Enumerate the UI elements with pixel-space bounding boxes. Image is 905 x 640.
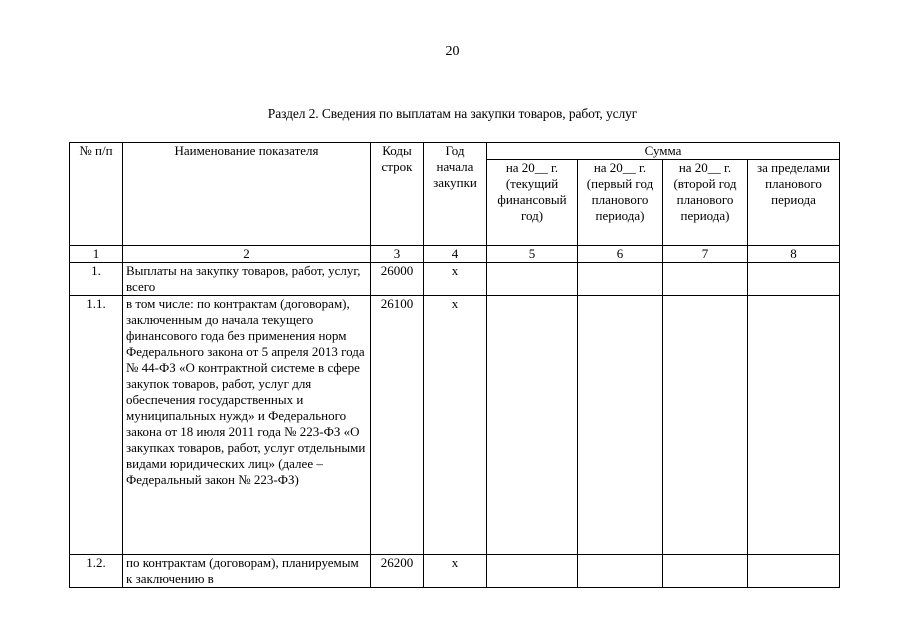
row-sum-cell xyxy=(578,263,663,296)
column-number: 6 xyxy=(578,246,663,263)
row-code: 26000 xyxy=(371,263,424,296)
row-sum-cell xyxy=(578,555,663,588)
column-number: 5 xyxy=(487,246,578,263)
page-number: 20 xyxy=(445,44,460,59)
row-sum-cell xyxy=(578,296,663,555)
row-sum-cell xyxy=(487,263,578,296)
row-sum-cell xyxy=(663,263,748,296)
row-name: в том числе: по контрактам (договорам), заключенным до начала текущего финансового года без применения норм Федерального закона от 5 апреля 2013 года № 44-ФЗ «О контрактной системе в сфере закупок товаров, работ, услуг для обеспечения государственных и муниципальных нужд» и Федерального закона от 18 июля 2011 года № 223-ФЗ «О закупках товаров, работ, услуг отдельными видами юридических лиц» (далее – Федеральный закон № 223-ФЗ) xyxy=(123,296,371,555)
row-year: х xyxy=(424,263,487,296)
header-sum-second-plan-year: на 20__ г. (второй год планового периода) xyxy=(663,160,748,246)
header-sum: Сумма xyxy=(487,143,840,160)
row-name: Выплаты на закупку товаров, работ, услуг, всего xyxy=(123,263,371,296)
section-title: Раздел 2. Сведения по выплатам на закупки товаров, работ, услуг xyxy=(267,106,638,121)
column-number: 8 xyxy=(748,246,840,263)
row-number: 1. xyxy=(70,263,123,296)
column-number: 4 xyxy=(424,246,487,263)
row-number: 1.2. xyxy=(70,555,123,588)
header-sum-first-plan-year: на 20__ г. (первый год планового периода) xyxy=(578,160,663,246)
row-sum-cell xyxy=(748,555,840,588)
header-no: № п/п xyxy=(70,143,123,246)
row-sum-cell xyxy=(748,263,840,296)
column-number: 1 xyxy=(70,246,123,263)
row-sum-cell xyxy=(748,296,840,555)
table-row xyxy=(70,263,840,296)
header-codes: Коды строк xyxy=(371,143,424,246)
row-code: 26200 xyxy=(371,555,424,588)
row-sum-cell xyxy=(487,555,578,588)
row-number: 1.1. xyxy=(70,296,123,555)
row-code: 26100 xyxy=(371,296,424,555)
row-year: х xyxy=(424,296,487,555)
row-sum-cell xyxy=(663,296,748,555)
column-number: 7 xyxy=(663,246,748,263)
table-row xyxy=(70,555,840,588)
header-sum-beyond-plan: за пределами планового периода xyxy=(748,160,840,246)
row-sum-cell xyxy=(487,296,578,555)
column-number: 3 xyxy=(371,246,424,263)
payments-table xyxy=(69,142,840,588)
table-row xyxy=(70,296,840,555)
header-sum-current-year: на 20__ г. (текущий финансовый год) xyxy=(487,160,578,246)
row-year: х xyxy=(424,555,487,588)
column-number: 2 xyxy=(123,246,371,263)
header-year: Год начала закупки xyxy=(424,143,487,246)
row-name: по контрактам (договорам), планируемым к заключению в xyxy=(123,555,371,588)
row-sum-cell xyxy=(663,555,748,588)
header-name: Наименование показателя xyxy=(123,143,371,246)
